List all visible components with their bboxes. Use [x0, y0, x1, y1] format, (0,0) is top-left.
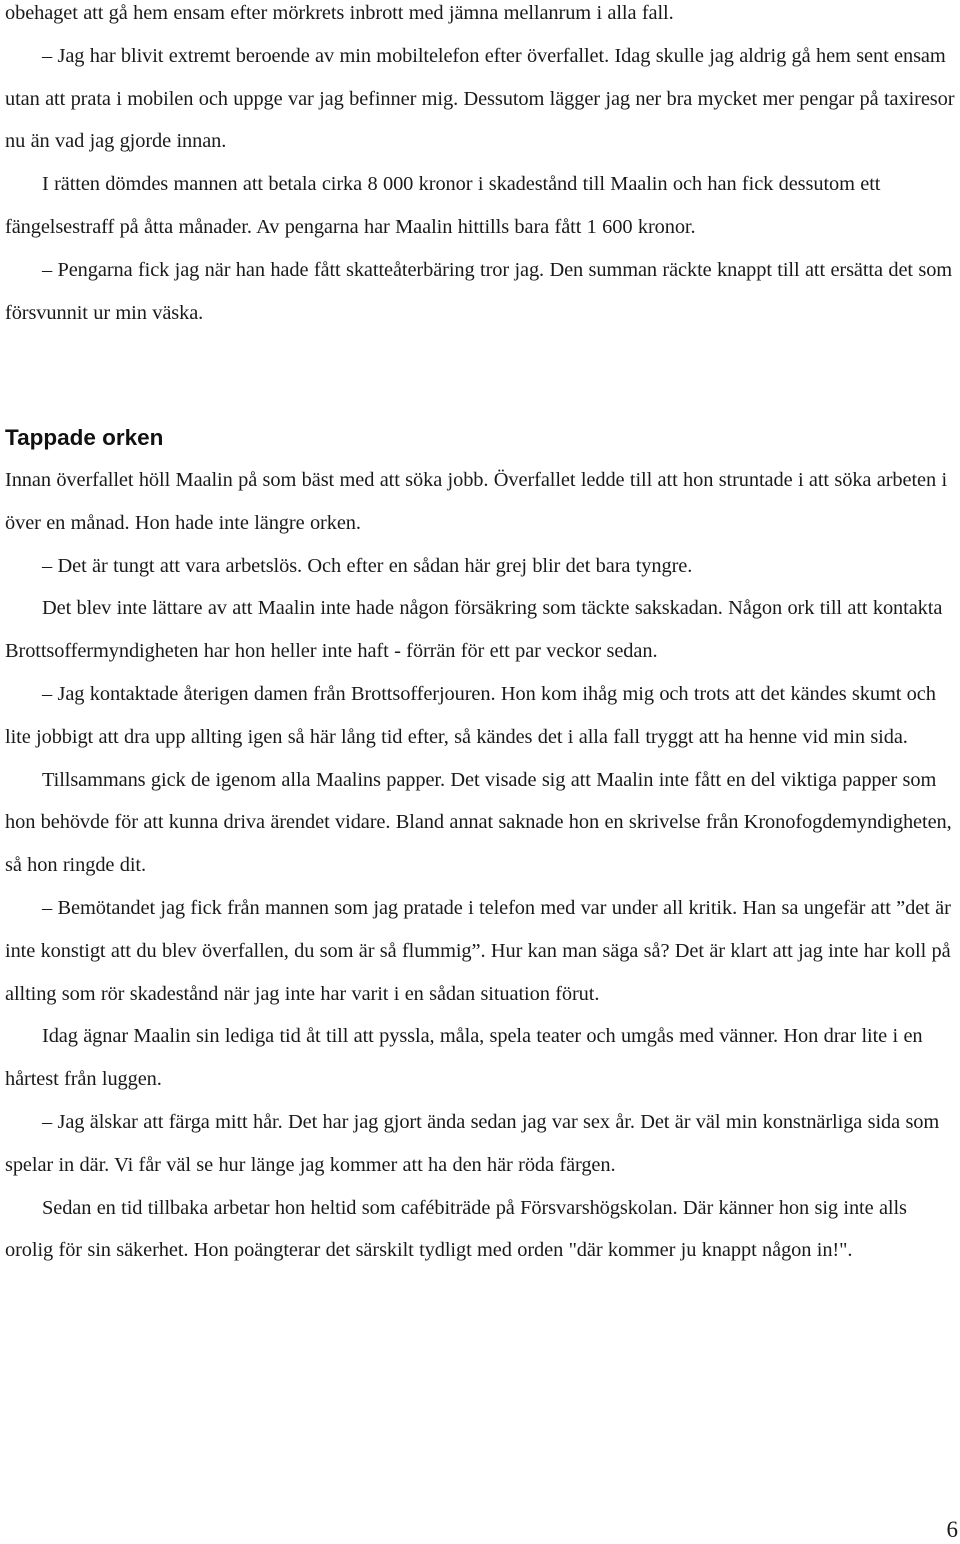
paragraph: Tillsammans gick de igenom alla Maalins papper. Det visade sig att Maalin inte fått en del viktiga papper som hon behövde för att kunna driva ärendet vidare. Bland annat saknade hon en skrivelse från Kronofogdemyndigheten, så hon ringde dit.	[5, 768, 952, 877]
top-text-block	[5, 0, 957, 334]
paragraph: – Jag kontaktade återigen damen från Brottsofferjouren. Hon kom ihåg mig och trots att det kändes skumt och lite jobbigt att dra upp allting igen så här lång tid efter, så kändes det i alla fall tryggt att ha henne vid min sida.	[5, 682, 936, 748]
paragraph: – Jag har blivit extremt beroende av min mobiltelefon efter överfallet. Idag skulle jag aldrig gå hem sent ensam utan att prata i mobilen och uppge var jag befinner mig. Dessutom lägger jag ner bra mycket mer pengar på taxiresor nu än vad jag gjorde innan.	[5, 44, 955, 153]
paragraph: I rätten dömdes mannen att betala cirka 8 000 kronor i skadestånd till Maalin och han fick dessutom ett fängelsestraff på åtta månader. Av pengarna har Maalin hittills bara fått 1 600 kronor.	[5, 173, 881, 238]
paragraph: Innan överfallet höll Maalin på som bäst med att söka jobb. Överfallet ledde till att hon struntade i att söka arbeten i över en månad. Hon hade inte längre orken.	[5, 469, 948, 534]
page-number: 6	[946, 1517, 958, 1542]
section-text-block	[5, 459, 957, 1272]
paragraph: Det blev inte lättare av att Maalin inte hade någon försäkring som täckte sakskadan. Någon ork till att kontakta Brottsoffermyndigheten har hon heller inte haft - förrän för ett par veckor sedan.	[5, 597, 943, 663]
paragraph: – Pengarna fick jag när han hade fått skatteåterbäring tror jag. Den summan räckte knappt till att ersätta det som försvunnit ur min väska.	[5, 258, 953, 324]
paragraph: – Jag älskar att färga mitt hår. Det har jag gjort ända sedan jag var sex år. Det är väl min konstnärliga sida som spelar in där. Vi får väl se hur länge jag kommer att ha den här röda färgen.	[5, 1110, 940, 1176]
paragraph: Sedan en tid tillbaka arbetar hon heltid som cafébiträde på Försvarshögskolan. Där känner hon sig inte alls orolig för sin säkerhet. Hon poängterar det särskilt tydligt med orden "där kommer ju knappt någon in!".	[5, 1196, 907, 1262]
paragraph: – Det är tungt att vara arbetslös. Och efter en sådan här grej blir det bara tyngre.	[42, 554, 693, 577]
section-heading: Tappade orken	[5, 425, 164, 450]
paragraph: – Bemötandet jag fick från mannen som jag pratade i telefon med var under all kritik. Han sa ungefär att ”det är inte konstigt att du blev överfallen, du som är så flummig”. Hur kan man säga så? Det är klart att jag inte har koll på allting som rör skadestånd när jag inte har varit i en sådan situation förut.	[5, 896, 951, 1005]
paragraph: obehaget att gå hem ensam efter mörkrets inbrott med jämna mellanrum i alla fall.	[5, 2, 674, 24]
paragraph: Idag ägnar Maalin sin lediga tid åt till att pyssla, måla, spela teater och umgås med vänner. Hon drar lite i en hårtest från luggen.	[5, 1025, 923, 1091]
